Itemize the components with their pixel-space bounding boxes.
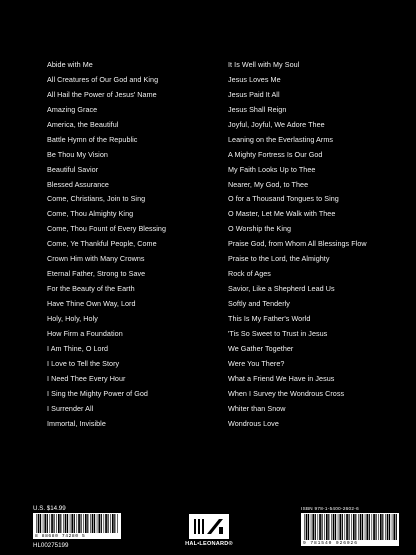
song-right-item: Praise to the Lord, the Almighty	[228, 254, 330, 264]
song-right-item: This Is My Father's World	[228, 313, 311, 323]
isbn-barcode	[301, 513, 399, 546]
isbn-label: ISBN 978-1-5400-2602-6	[301, 506, 359, 511]
isbn-barcode-bars	[301, 513, 399, 540]
song-right-item: Jesus Loves Me	[228, 74, 281, 84]
song-left-item: Crown Him with Many Crowns	[47, 254, 145, 264]
song-list-right	[228, 58, 367, 431]
song-left-item: Eternal Father, Strong to Save	[47, 269, 146, 279]
song-left-item: Come, Christians, Join to Sing	[47, 194, 146, 204]
publisher-logo	[178, 514, 240, 547]
song-right-item: O Worship the King	[228, 224, 292, 234]
song-right-item: Joyful, Joyful, We Adore Thee	[228, 119, 325, 129]
publisher-name: HAL•LEONARD®	[185, 541, 233, 547]
song-right-item: 'Tis So Sweet to Trust in Jesus	[228, 328, 328, 338]
song-left-item: Battle Hymn of the Republic	[47, 134, 138, 144]
song-left-item: For the Beauty of the Earth	[47, 284, 135, 294]
song-left-item: Come, Thou Almighty King	[47, 209, 134, 219]
song-list-left	[47, 58, 166, 431]
song-left-item: I Am Thine, O Lord	[47, 343, 109, 353]
song-right-item: Wondrous Love	[228, 418, 279, 428]
song-left-item: Come, Ye Thankful People, Come	[47, 239, 157, 249]
song-left-item: Immortal, Invisible	[47, 418, 106, 428]
song-right-item: Nearer, My God, to Thee	[228, 179, 309, 189]
song-left-item: Amazing Grace	[47, 104, 98, 114]
upc-digits: 8 88680 74280 5	[35, 534, 86, 539]
song-right-item: Savior, Like a Shepherd Lead Us	[228, 284, 335, 294]
song-right-item: Leaning on the Everlasting Arms	[228, 134, 334, 144]
song-right-item: A Mighty Fortress Is Our God	[228, 149, 323, 159]
song-right-item: Jesus Shall Reign	[228, 104, 287, 114]
upc-barcode-bars	[33, 513, 121, 533]
song-left-item: Holy, Holy, Holy	[47, 313, 98, 323]
song-left-item: America, the Beautiful	[47, 119, 119, 129]
song-right-item: When I Survey the Wondrous Cross	[228, 388, 345, 398]
song-right-item: Whiter than Snow	[228, 403, 286, 413]
song-right-item: We Gather Together	[228, 343, 294, 353]
song-left-item: How Firm a Foundation	[47, 328, 123, 338]
song-left-item: I Love to Tell the Story	[47, 358, 120, 368]
song-right-item: O for a Thousand Tongues to Sing	[228, 194, 339, 204]
song-left-item: All Creatures of Our God and King	[47, 74, 159, 84]
publisher-logo-mark	[189, 514, 229, 539]
isbn-digits: 9 781540 026026	[303, 541, 358, 546]
price-label: U.S. $14.99	[33, 505, 66, 512]
song-right-item: It Is Well with My Soul	[228, 60, 300, 69]
song-left-item: Beautiful Savior	[47, 164, 99, 174]
song-right-item: Praise God, from Whom All Blessings Flow	[228, 239, 367, 249]
song-left-item: Have Thine Own Way, Lord	[47, 299, 136, 308]
song-right-item: Jesus Paid It All	[228, 89, 280, 99]
song-right-item: My Faith Looks Up to Thee	[228, 164, 316, 174]
song-right-item: Rock of Ages	[228, 269, 271, 279]
song-left-item: I Need Thee Every Hour	[47, 373, 126, 383]
song-left-item: Be Thou My Vision	[47, 149, 108, 159]
song-right-item: O Master, Let Me Walk with Thee	[228, 209, 336, 219]
product-code: HL00275199	[33, 542, 69, 549]
song-left-item: Blessed Assurance	[47, 179, 109, 189]
song-right-item: What a Friend We Have in Jesus	[228, 373, 335, 383]
song-left-item: I Sing the Mighty Power of God	[47, 388, 148, 398]
song-left-item: Abide with Me	[47, 60, 93, 69]
song-left-item: Come, Thou Fount of Every Blessing	[47, 224, 167, 234]
song-left-item: All Hail the Power of Jesus' Name	[47, 89, 157, 99]
upc-barcode	[33, 513, 121, 539]
song-right-item: Were You There?	[228, 358, 285, 368]
song-right-item: Softly and Tenderly	[228, 299, 290, 308]
song-left-item: I Surrender All	[47, 403, 94, 413]
